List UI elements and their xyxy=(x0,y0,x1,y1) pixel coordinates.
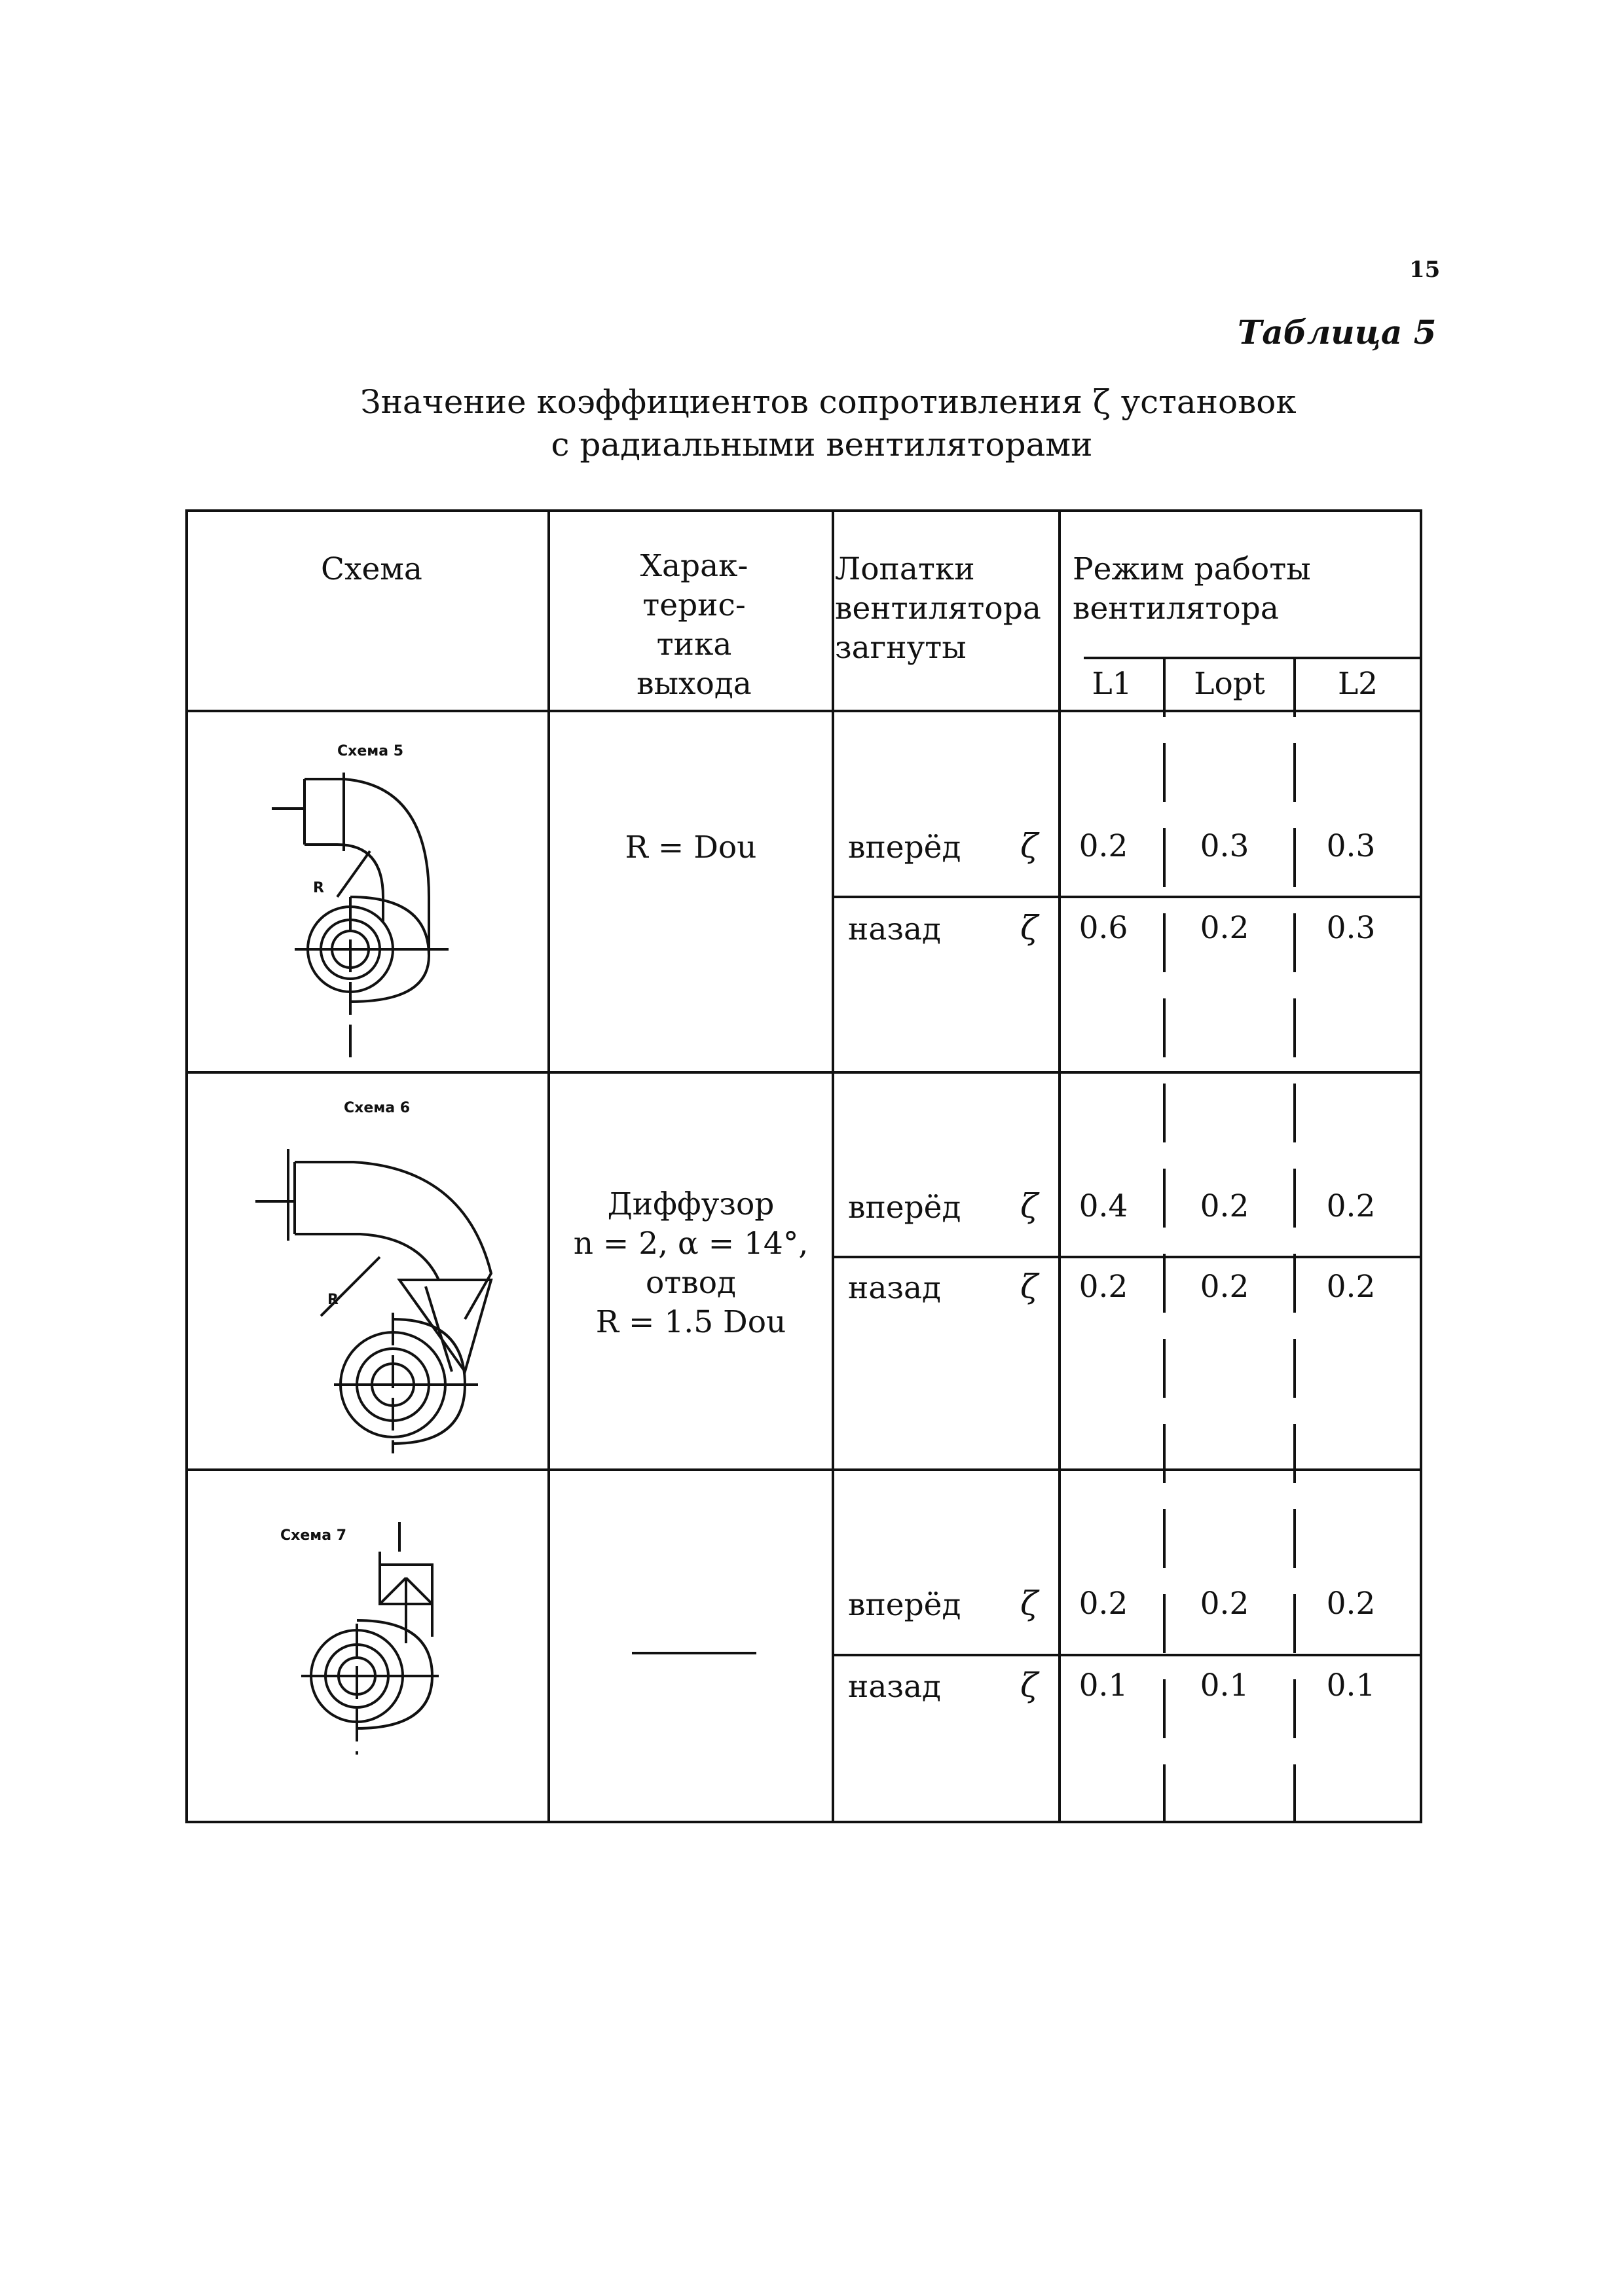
row-3-forward-label: вперёд xyxy=(848,1587,961,1623)
row-1-forward-label: вперёд xyxy=(848,829,961,866)
header-mode-l1: L1 xyxy=(1092,666,1132,702)
row-1-backward-label: назад xyxy=(848,911,941,947)
header-outlet-line: тика xyxy=(656,627,732,663)
page-number: 15 xyxy=(1409,257,1441,283)
row-2-forward-lopt: 0.2 xyxy=(1200,1188,1249,1224)
scheme-6-drawing xyxy=(249,1123,498,1457)
row-2-outlet-line: отвод xyxy=(646,1265,736,1301)
scheme-5-r-label: R xyxy=(313,880,324,896)
row-1-forward-zeta: ζ xyxy=(1020,827,1039,865)
row-2-backward-zeta: ζ xyxy=(1020,1267,1039,1305)
row-2-backward-l1: 0.2 xyxy=(1079,1269,1128,1305)
scheme-5-drawing xyxy=(259,766,475,1074)
row-1-backward-l2: 0.3 xyxy=(1326,910,1376,946)
row-1-forward-l1: 0.2 xyxy=(1079,828,1128,864)
row-2-backward-lopt: 0.2 xyxy=(1200,1269,1249,1305)
row-3-backward-lopt: 0.1 xyxy=(1200,1667,1249,1704)
header-mode xyxy=(1073,550,1311,629)
row-2-backward-l2: 0.2 xyxy=(1326,1269,1376,1305)
table-title-line-2: с радиальными вентиляторами xyxy=(551,426,1093,464)
header-mode-line: Режим работы xyxy=(1073,551,1311,587)
table-caption: Таблица 5 xyxy=(1238,313,1437,352)
row-3-backward-l2: 0.1 xyxy=(1326,1667,1376,1704)
row-1-backward-lopt: 0.2 xyxy=(1200,910,1249,946)
row-2-outlet xyxy=(549,1185,833,1342)
row-2-outlet-line: Диффузор xyxy=(607,1186,775,1222)
table-title-line-1: Значение коэффициентов сопротивления ζ установок xyxy=(360,383,1297,421)
row-1-backward-zeta: ζ xyxy=(1020,909,1039,947)
scheme-6-label: Схема 6 xyxy=(344,1100,411,1116)
row-3-backward-l1: 0.1 xyxy=(1079,1667,1128,1704)
row-1-forward-l2: 0.3 xyxy=(1326,828,1376,864)
header-outlet xyxy=(570,547,819,704)
row-1-backward-l1: 0.6 xyxy=(1079,910,1128,946)
row-3-outlet-dash xyxy=(632,1652,756,1654)
header-blades-line: загнуты xyxy=(835,630,967,666)
row-2-outlet-line: R = 1.5 Dou xyxy=(595,1304,786,1340)
header-outlet-line: выхода xyxy=(637,666,752,702)
header-blades-line: Лопатки xyxy=(835,551,975,587)
header-mode-l2: L2 xyxy=(1337,666,1378,702)
row-2-outlet-line: n = 2, α = 14°, xyxy=(573,1226,809,1262)
row-3-forward-lopt: 0.2 xyxy=(1200,1586,1249,1622)
row-3-backward-label: назад xyxy=(848,1669,941,1705)
scheme-7-drawing xyxy=(275,1512,458,1761)
row-3-backward-zeta: ζ xyxy=(1020,1666,1039,1704)
scheme-5-label: Схема 5 xyxy=(337,743,404,759)
row-3-forward-l1: 0.2 xyxy=(1079,1586,1128,1622)
header-outlet-line: терис- xyxy=(642,587,746,623)
header-blades xyxy=(835,550,1041,668)
row-2-forward-l1: 0.4 xyxy=(1079,1188,1128,1224)
header-outlet-line: Харак- xyxy=(640,548,748,584)
scheme-6-r-label: R xyxy=(327,1292,339,1308)
row-1-forward-lopt: 0.3 xyxy=(1200,828,1249,864)
row-2-forward-zeta: ζ xyxy=(1020,1187,1039,1225)
header-mode-line: вентилятора xyxy=(1073,591,1279,627)
header-scheme: Схема xyxy=(321,551,422,587)
row-3-forward-zeta: ζ xyxy=(1020,1584,1039,1622)
row-2-backward-label: назад xyxy=(848,1270,941,1306)
row-3-forward-l2: 0.2 xyxy=(1326,1586,1376,1622)
scheme-7-label: Схема 7 xyxy=(280,1527,347,1544)
header-mode-lopt: Lopt xyxy=(1194,666,1265,702)
row-2-forward-label: вперёд xyxy=(848,1190,961,1226)
row-2-forward-l2: 0.2 xyxy=(1326,1188,1376,1224)
row-1-outlet xyxy=(549,828,833,867)
row-1-outlet-line: R = Dou xyxy=(625,829,757,866)
header-blades-line: вентилятора xyxy=(835,591,1041,627)
